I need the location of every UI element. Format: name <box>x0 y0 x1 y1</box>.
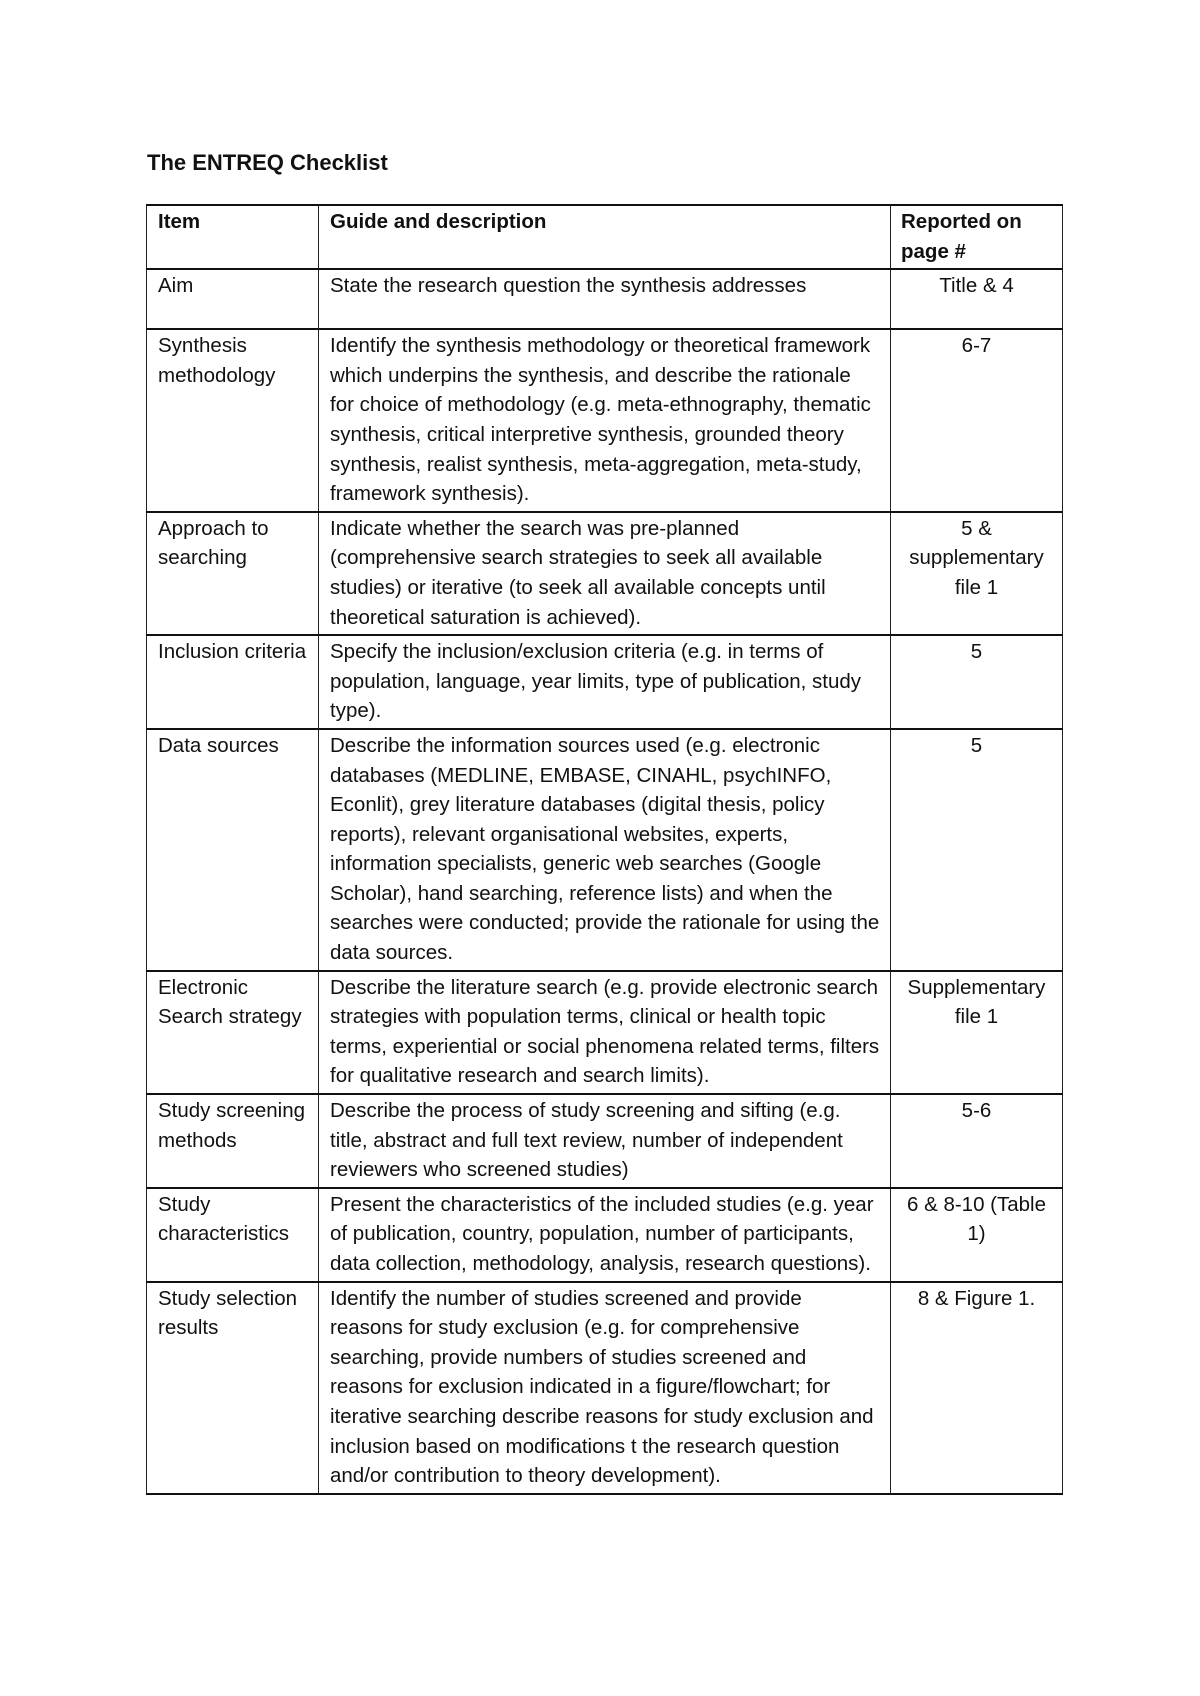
row-guide: Identify the synthesis methodology or theoretical framework which underpins the synthesis, and describe the rationale for choice of methodology (e.g. meta-ethnography, thematic synthesis, critical interpretive synthesis, grounded theory synthesis, realist synthesis, meta-aggregation, meta-study, framework synthesis). <box>319 329 891 512</box>
table-header-row <box>147 205 1063 269</box>
row-item: Aim <box>147 269 319 329</box>
column-header-guide: Guide and description <box>319 205 891 269</box>
column-header-item: Item <box>147 205 319 269</box>
table-row <box>147 635 1063 729</box>
row-guide: Describe the literature search (e.g. provide electronic search strategies with population terms, clinical or health topic terms, experiential or social phenomena related terms, filters for qualitative research and search limits). <box>319 971 891 1094</box>
table-row <box>147 1188 1063 1282</box>
row-item: Study selection results <box>147 1282 319 1494</box>
row-guide: Present the characteristics of the included studies (e.g. year of publication, country, population, number of participants, data collection, methodology, analysis, research questions). <box>319 1188 891 1282</box>
row-guide: Specify the inclusion/exclusion criteria (e.g. in terms of population, language, year limits, type of publication, study type). <box>319 635 891 729</box>
row-page: 8 & Figure 1. <box>891 1282 1063 1494</box>
row-item: Study characteristics <box>147 1188 319 1282</box>
row-guide: Describe the process of study screening and sifting (e.g. title, abstract and full text review, number of independent reviewers who screened studies) <box>319 1094 891 1188</box>
row-guide: Describe the information sources used (e.g. electronic databases (MEDLINE, EMBASE, CINAHL, psychINFO, Econlit), grey literature databases (digital thesis, policy reports), relevant organisational websites, experts, information specialists, generic web searches (Google Scholar), hand searching, reference lists) and when the searches were conducted; provide the rationale for using the data sources. <box>319 729 891 971</box>
table-row <box>147 1282 1063 1494</box>
row-item: Synthesis methodology <box>147 329 319 512</box>
row-page: 5-6 <box>891 1094 1063 1188</box>
row-item: Data sources <box>147 729 319 971</box>
row-page: 5 <box>891 635 1063 729</box>
row-page: 6 & 8-10 (Table 1) <box>891 1188 1063 1282</box>
table-row <box>147 512 1063 635</box>
table-row <box>147 1094 1063 1188</box>
row-page: 6-7 <box>891 329 1063 512</box>
row-item: Study screening methods <box>147 1094 319 1188</box>
table-row <box>147 971 1063 1094</box>
column-header-page: Reported on page # <box>891 205 1063 269</box>
row-page: Supplementary file 1 <box>891 971 1063 1094</box>
row-guide: Identify the number of studies screened and provide reasons for study exclusion (e.g. for comprehensive searching, provide numbers of studies screened and reasons for exclusion indicated in a figure/flowchart; for iterative searching describe reasons for study exclusion and inclusion based on modifications t the research question and/or contribution to theory development). <box>319 1282 891 1494</box>
entreq-checklist-table <box>146 204 1063 1495</box>
row-page: 5 <box>891 729 1063 971</box>
table-row <box>147 329 1063 512</box>
table-row <box>147 729 1063 971</box>
row-page: 5 & supplementary file 1 <box>891 512 1063 635</box>
row-guide: State the research question the synthesis addresses <box>319 269 891 329</box>
row-page: Title & 4 <box>891 269 1063 329</box>
row-item: Electronic Search strategy <box>147 971 319 1094</box>
row-item: Approach to searching <box>147 512 319 635</box>
row-item: Inclusion criteria <box>147 635 319 729</box>
row-guide: Indicate whether the search was pre-planned (comprehensive search strategies to seek all available studies) or iterative (to seek all available concepts until theoretical saturation is achieved). <box>319 512 891 635</box>
page-title: The ENTREQ Checklist <box>147 150 388 175</box>
table-row <box>147 269 1063 329</box>
